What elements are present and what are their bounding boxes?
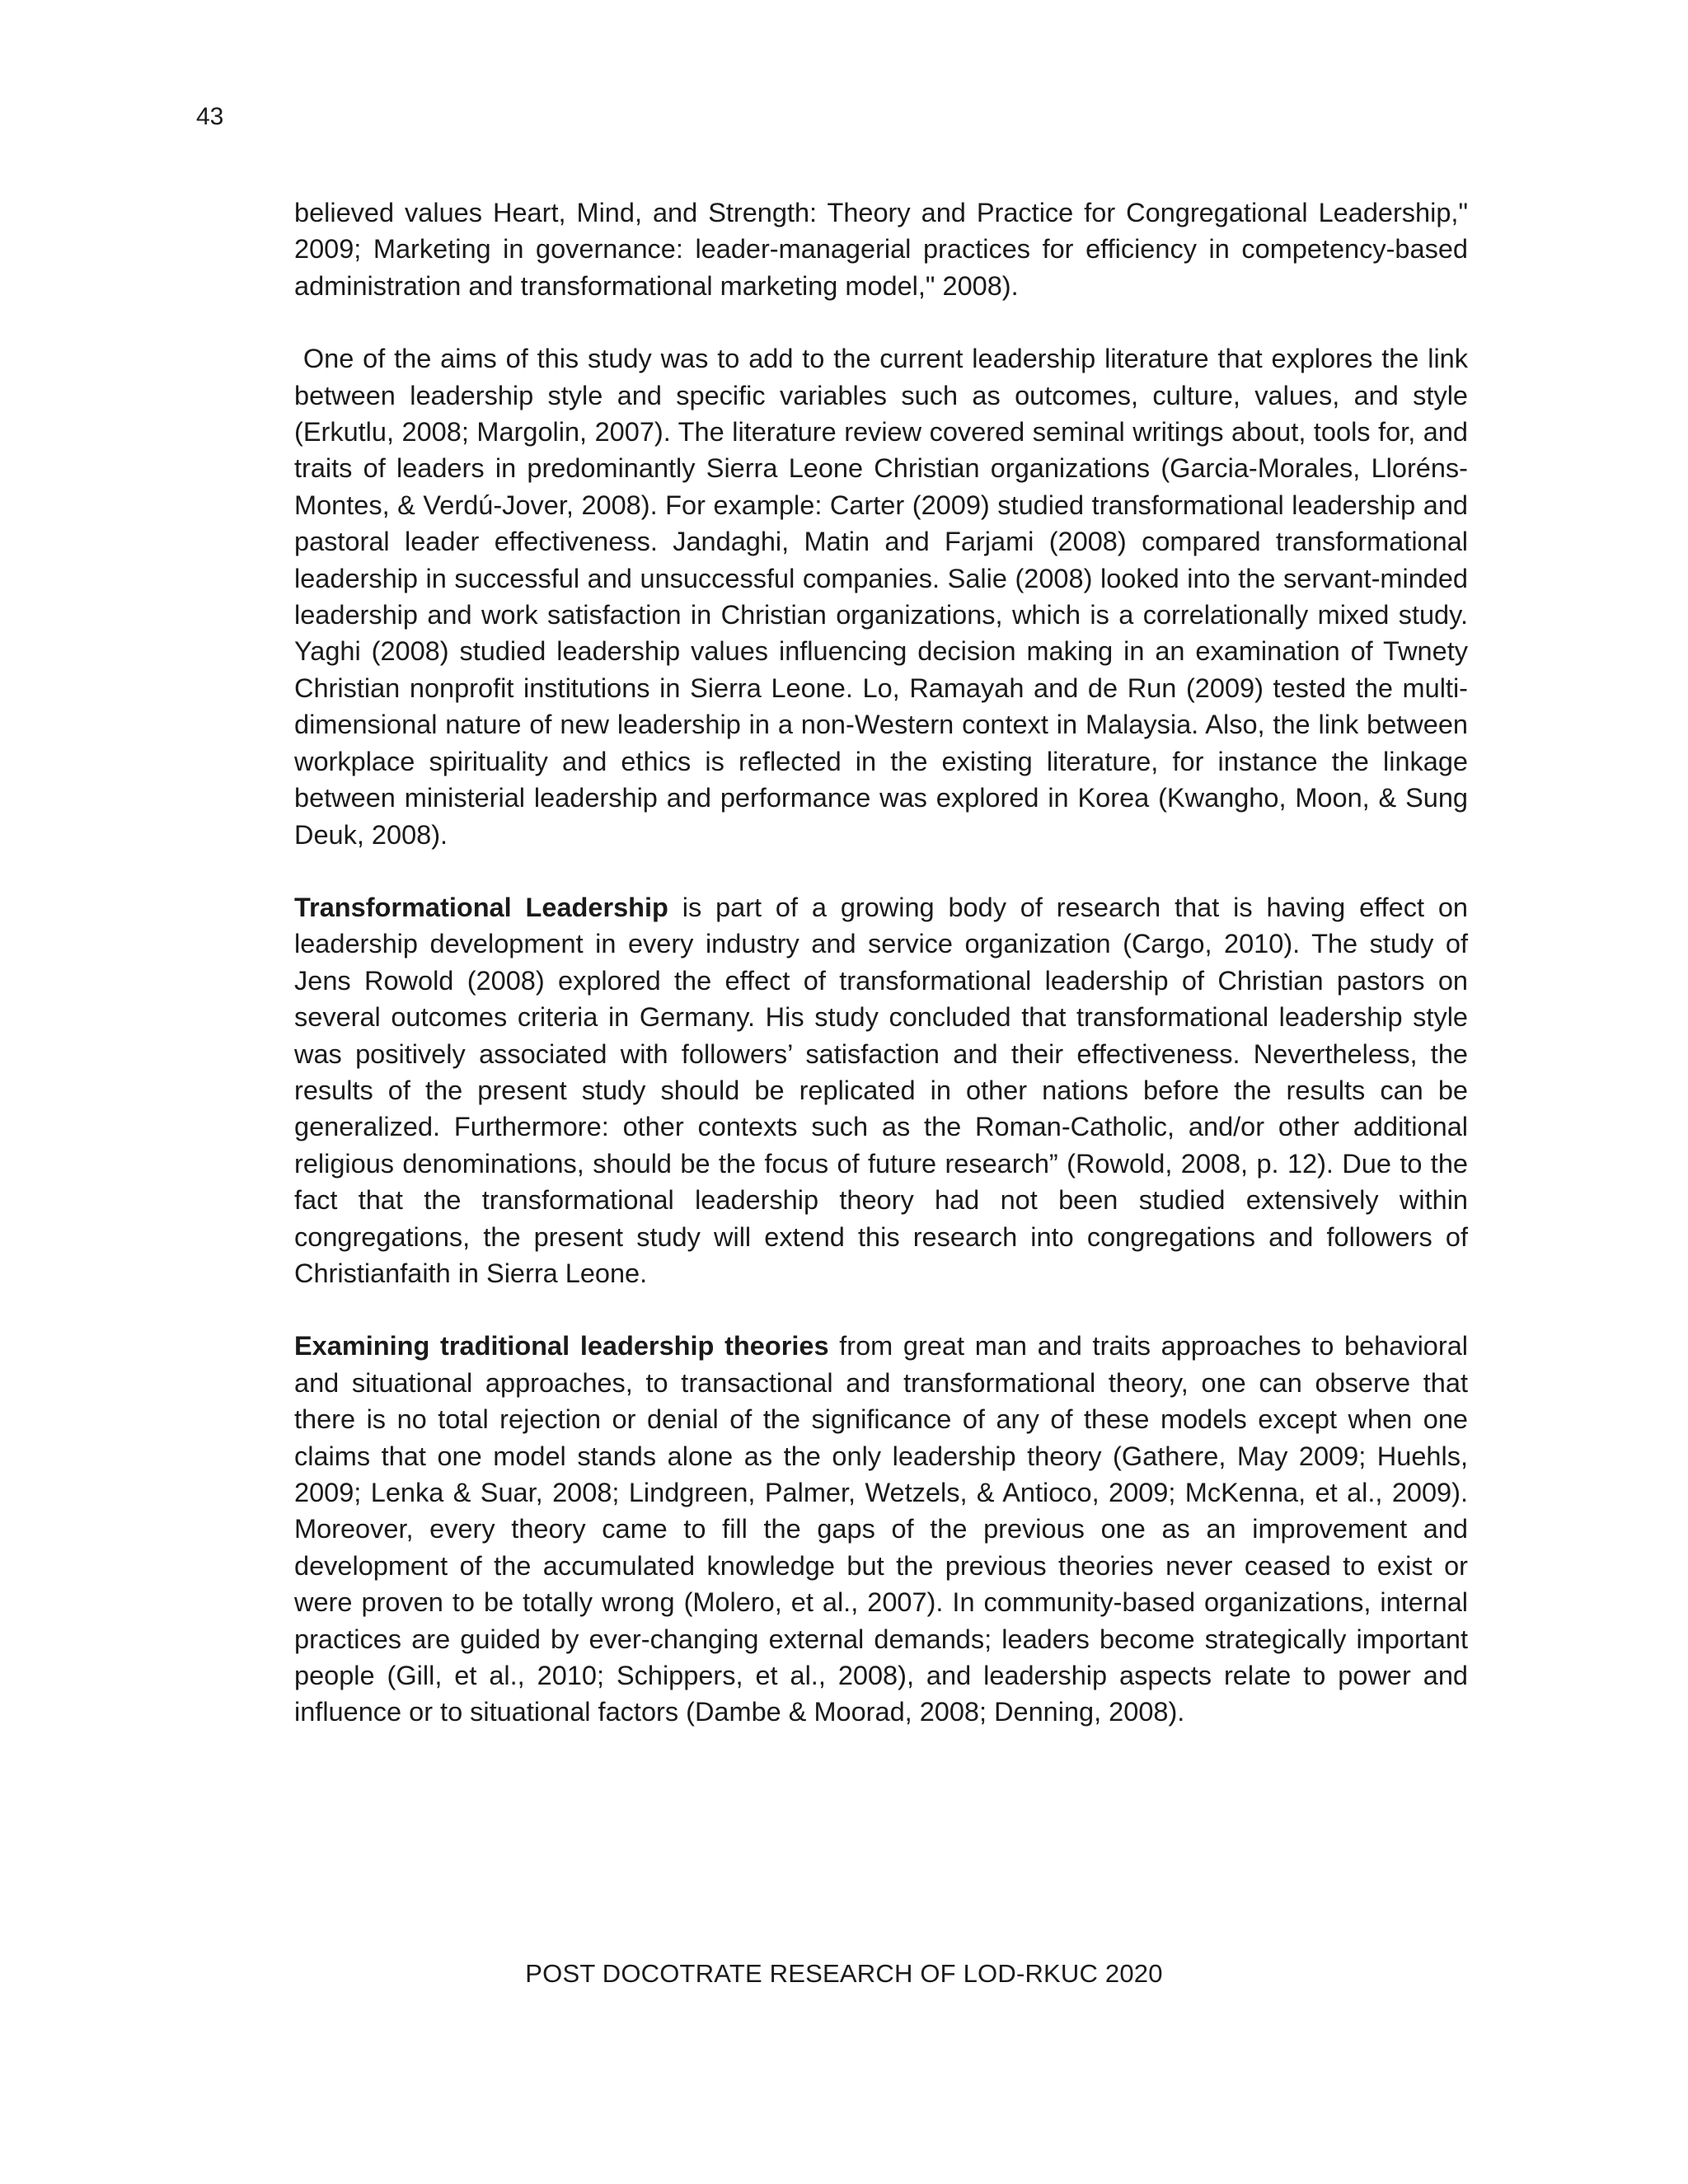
paragraph-lead-heading: Examining traditional leadership theories [294, 1331, 829, 1361]
paragraph-text: from great man and traits approaches to behavioral and situational approaches, to transactional and transformational theory, one can observe that there is no total rejection or denial of the significance of any of these models except when one claims that one model stands alone as the only leadership theory (Gathere, May 2009; Huehls, 2009; Lenka & Suar, 2008; Lindgreen, Palmer, Wetzels, & Antioco, 2009; McKenna, et al., 2009). Moreover, every theory came to fill the gaps of the previous one as an improvement and development of the accumulated knowledge but the previous theories never ceased to exist or were proven to be totally wrong (Molero, et al., 2007). In community-based organizations, internal practices are guided by ever-changing external demands; leaders become strategically important people (Gill, et al., 2010; Schippers, et al., 2008), and leadership aspects relate to power and influence or to situational factors (Dambe & Moorad, 2008; Denning, 2008). [294, 1331, 1468, 1727]
body-text [294, 194, 1468, 1767]
page-number: 43 [196, 103, 224, 130]
paragraph-traditional-theories [294, 1328, 1468, 1730]
paragraph-study-aims [294, 340, 1468, 853]
paragraph-text: is part of a growing body of research that is having effect on leadership development in every industry and service organization (Cargo, 2010). The study of Jens Rowold (2008) explored the effect of transformational leadership of Christian pastors on several outcomes criteria in Germany. His study concluded that transformational leadership style was positively associated with followers’ satisfaction and their effectiveness. Nevertheless, the results of the present study should be replicated in other nations before the results can be generalized. Furthermore: other contexts such as the Roman-Catholic, and/or other additional religious denominations, should be the focus of future research” (Rowold, 2008, p. 12). Due to the fact that the transformational leadership theory had not been studied extensively within congregations, the present study will extend this research into congregations and followers of Christianfaith in Sierra Leone. [294, 892, 1468, 1288]
paragraph-lead-heading: Transformational Leadership [294, 892, 668, 922]
paragraph-text: believed values Heart, Mind, and Strength: Theory and Practice for Congregational Leadership," 2009; Marketing in governance: leader-managerial practices for efficiency in competency-based administration and transformational marketing model," 2008). [294, 198, 1468, 301]
paragraph-text: One of the aims of this study was to add to the current leadership literature that explores the link between leadership style and specific variables such as outcomes, culture, values, and style (Erkutlu, 2008; Margolin, 2007). The literature review covered seminal writings about, tools for, and traits of leaders in predominantly Sierra Leone Christian organizations (Garcia-Morales, Lloréns-Montes, & Verdú-Jover, 2008). For example: Carter (2009) studied transformational leadership and pastoral leader effectiveness. Jandaghi, Matin and Farjami (2008) compared transformational leadership in successful and unsuccessful companies. Salie (2008) looked into the servant-minded leadership and work satisfaction in Christian organizations, which is a correlationally mixed study. Yaghi (2008) studied leadership values influencing decision making in an examination of Twnety Christian nonprofit institutions in Sierra Leone. Lo, Ramayah and de Run (2009) tested the multi-dimensional nature of new leadership in a non-Western context in Malaysia. Also, the link between workplace spirituality and ethics is reflected in the existing literature, for instance the linkage between ministerial leadership and performance was explored in Korea (Kwangho, Moon, & Sung Deuk, 2008). [294, 344, 1468, 850]
page-footer: POST DOCOTRATE RESEARCH OF LOD-RKUC 2020 [525, 1959, 1163, 1988]
paragraph-continuation [294, 194, 1468, 304]
paragraph-transformational-leadership [294, 889, 1468, 1291]
